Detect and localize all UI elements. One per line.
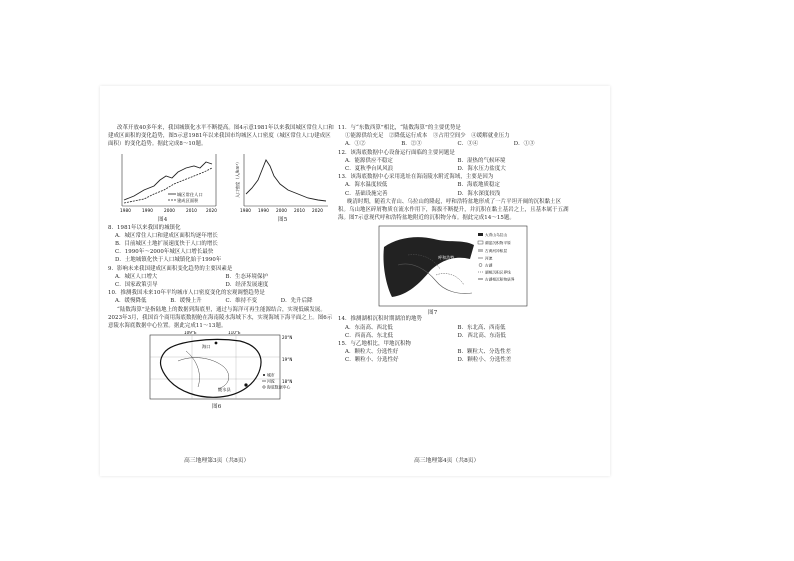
area-line — [124, 168, 212, 203]
figure-7-caption: 图7 — [428, 310, 438, 317]
right-page — [338, 124, 570, 365]
q15-option-d[interactable]: D．颗粒小、分选性差 — [457, 357, 512, 364]
svg-text:2020: 2020 — [206, 207, 218, 213]
q10-option-b[interactable]: B．缓慢上升 — [170, 298, 202, 305]
svg-text:2020: 2020 — [312, 207, 324, 213]
q8-option-c[interactable]: C．1990年～2000年城区人口增长最快 — [115, 249, 214, 256]
q14-option-b[interactable]: B．东北高、西南低 — [457, 324, 506, 331]
svg-text:18°N: 18°N — [282, 379, 293, 385]
question-13: 13．该海底数据中心采用选址在海南陵水附近海域，主要是因为 A．海水温度较低 B．海底地质稳定 C．基础设施完善 D．海水深度较浅 — [338, 173, 570, 198]
island-outline — [161, 340, 262, 398]
figure-5-caption: 图5 — [278, 216, 288, 223]
figure-4-chart — [110, 150, 220, 216]
svg-text:1990: 1990 — [258, 207, 270, 213]
figure-6-caption: 图6 — [212, 404, 222, 411]
q10-option-d[interactable]: D．先升后降 — [280, 298, 313, 305]
q13-option-b[interactable]: B．海底地质稳定 — [457, 182, 500, 189]
legend-area: 建成区面积 — [177, 197, 199, 203]
intro-fig4-5: 改革开放40多年来，我国城镇化水平不断提高。图4示意1981年以来我国城区常住人口和建成区面积的变化趋势，图5示意1981年以来我国市均城区人口密度（城区常住人口/建成区面积）的变化趋势。据此完成8～10题。 — [108, 125, 334, 148]
q11-option-d[interactable]: D．①③ — [513, 141, 535, 148]
svg-text:109°E: 109°E — [184, 331, 197, 336]
q9-option-b[interactable]: B．生态环境保护 — [225, 273, 268, 280]
q8-option-a[interactable]: A．城区常住人口和建成区面积均逐年增长 — [115, 232, 218, 239]
q12-option-c[interactable]: C．夏秋季台风风浪 — [345, 166, 394, 173]
svg-text:2010: 2010 — [186, 207, 198, 213]
figure-5-chart — [232, 150, 332, 216]
svg-text:1980: 1980 — [240, 207, 252, 213]
q9-option-c[interactable]: C．国家政策引导 — [115, 282, 158, 289]
svg-text:20°N: 20°N — [282, 335, 293, 341]
svg-text:呼和浩特: 呼和浩特 — [438, 255, 455, 261]
question-12: 12．该海底数据中心设备运行面临的主要问题是 A．能源供应不稳定 B．湿热的气候环境 C．夏秋季台风风浪 D．海水压力盐度大 — [338, 149, 570, 174]
footer-page-3: 高三地理第3页（共8页） — [184, 458, 250, 464]
svg-text:古黄河冲积层: 古黄河冲积层 — [485, 249, 508, 254]
q9-option-a[interactable]: A．城区人口增大 — [115, 273, 158, 280]
svg-text:古湖: 古湖 — [485, 263, 493, 268]
q10-option-c[interactable]: C．维持不变 — [225, 298, 258, 305]
question-15: 15．与乙地相比，甲地沉积物 A．颗粒大、分选性好 B．颗粒大、分选性差 C．颗粒小、分选性好 D．颗粒小、分选性差 — [338, 340, 570, 365]
q10-option-a[interactable]: A．缓慢降低 — [115, 298, 147, 305]
svg-text:2000: 2000 — [276, 207, 288, 213]
svg-text:海口: 海口 — [202, 344, 211, 350]
q11-option-c[interactable]: C．③④ — [457, 141, 479, 148]
figures-4-5 — [108, 150, 336, 224]
q14-option-a[interactable]: A．东南高、西北低 — [345, 324, 393, 331]
svg-text:2010: 2010 — [294, 207, 306, 213]
q14-option-c[interactable]: C．西南高、东北低 — [345, 332, 394, 339]
density-line — [246, 160, 326, 201]
q15-option-a[interactable]: A．颗粒大、分选性好 — [345, 349, 399, 356]
q12-option-b[interactable]: B．湿热的气候环境 — [457, 157, 506, 164]
svg-text:湖相沉积区界线: 湖相沉积区界线 — [485, 270, 511, 275]
svg-text:河流: 河流 — [267, 378, 275, 384]
svg-text:110°E: 110°E — [228, 331, 241, 336]
fig4-xticks — [120, 208, 217, 213]
figure-7 — [338, 223, 570, 315]
svg-text:1980: 1980 — [120, 207, 132, 213]
q9-option-d[interactable]: D．经济发展速度 — [225, 282, 269, 289]
q11-option-b[interactable]: B．②③ — [401, 141, 422, 148]
intro-fig6: “陆数海算”是指陆地上的数据到海底里，通过与海洋可再生能源结合，实现低碳发展。2023年3月，我国首个商用海底数据舱在海南陵水海域下水，实现海域下海平面之上。图6示意陵水海底数据中心位置。据此完成11～13题。 — [108, 306, 333, 330]
svg-text:1990: 1990 — [142, 207, 154, 213]
q13-option-a[interactable]: A．海水温度较低 — [345, 182, 388, 189]
q12-option-a[interactable]: A．能源供应不稳定 — [345, 157, 393, 164]
svg-text:2000: 2000 — [164, 207, 176, 213]
fig5-ylabel: 人口密度（人/km²） — [235, 159, 240, 198]
figure-6 — [108, 331, 336, 411]
q8-option-b[interactable]: B．目前城区土地扩展速度快于人口的增长 — [115, 241, 218, 248]
q11-option-a[interactable]: A．①② — [345, 141, 366, 148]
fig7-legend — [478, 232, 515, 282]
legend-population: 城区常住人口 — [177, 191, 203, 197]
left-page — [108, 124, 336, 411]
figure-6-map — [142, 331, 302, 403]
svg-text:古湖相沉积物质界: 古湖相沉积物质界 — [485, 277, 515, 282]
q8-option-d[interactable]: D．土地城镇化快于人口城镇化始于1990年 — [115, 257, 222, 264]
question-8: 8．1981年以来我国的城镇化 A．城区常住人口和建成区面积均逐年增长 B．目前城区土地扩展速度快于人口的增长 C．1990年～2000年城区人口增长最快 D．土地城镇化快于人口城镇化始于1990年 — [108, 224, 336, 265]
mountain-area — [383, 238, 474, 298]
city-haikou — [215, 342, 218, 345]
q12-option-d[interactable]: D．海水压力盐度大 — [457, 166, 506, 173]
q13-option-d[interactable]: D．海水深度较浅 — [457, 190, 501, 197]
fig5-xticks — [240, 208, 323, 213]
footer-page-4: 高三地理第4页（共8页） — [414, 458, 480, 464]
svg-text:海底数据中心: 海底数据中心 — [267, 384, 291, 390]
figure-4-caption: 图4 — [158, 216, 168, 223]
svg-text:大青山乌拉山: 大青山乌拉山 — [485, 233, 508, 238]
figure-7-map — [378, 225, 528, 309]
svg-text:城市: 城市 — [267, 372, 275, 378]
svg-text:湖盆沉积物平原: 湖盆沉积物平原 — [485, 241, 511, 246]
question-9: 9．影响未来我国建成区面积变化趋势的主要因素是 A．城区人口增大 B．生态环境保护 C．国家政策引导 D．经济发展速度 — [108, 265, 336, 290]
q14-option-d[interactable]: D．西北高、东南低 — [457, 332, 506, 339]
q13-option-c[interactable]: C．基础设施完善 — [345, 190, 388, 197]
question-11: 11．与“东数西算”相比，“陆数海算”的主要优势是 ①能源供给充足 ②降低运行成本 ③占用空间少 ④缓解就业压力 A．①② B．②③ C．③④ D．①③ — [338, 124, 570, 149]
svg-text:陵水县: 陵水县 — [218, 387, 231, 393]
svg-text:19°N: 19°N — [282, 357, 293, 363]
q15-option-c[interactable]: C．颗粒小、分选性好 — [345, 357, 399, 364]
svg-text:河流: 河流 — [485, 256, 493, 261]
fig4-legend — [168, 191, 203, 204]
question-10: 10．推测我国未来10年平均城市人口密度变化的宏观调整趋势是 A．缓慢降低 B．缓慢上升 C．维持不变 D．先升后降 — [108, 289, 336, 305]
q15-option-b[interactable]: B．颗粒大、分选性差 — [457, 349, 511, 356]
intro-fig7: 晚清时期，随着大青山、乌拉山的隆起，呼和浩特盆地形成了一片平坦开阔的沉积黏土区积。乌山地区碎屑物质在流水作用下，海拔不断提升，并沉积在黏土基岩之上，且基本属于五湖海。图7示意现代呼和浩特盆地附近的沉积物分布。据此完成14～15题。 — [338, 198, 569, 222]
question-14: 14．推测湖相沉积时期湖泊的地势 A．东南高、西北低 B．东北高、西南低 C．西南高、东北低 D．西北高、东南低 — [338, 315, 570, 340]
data-center-lingshui — [244, 384, 247, 387]
